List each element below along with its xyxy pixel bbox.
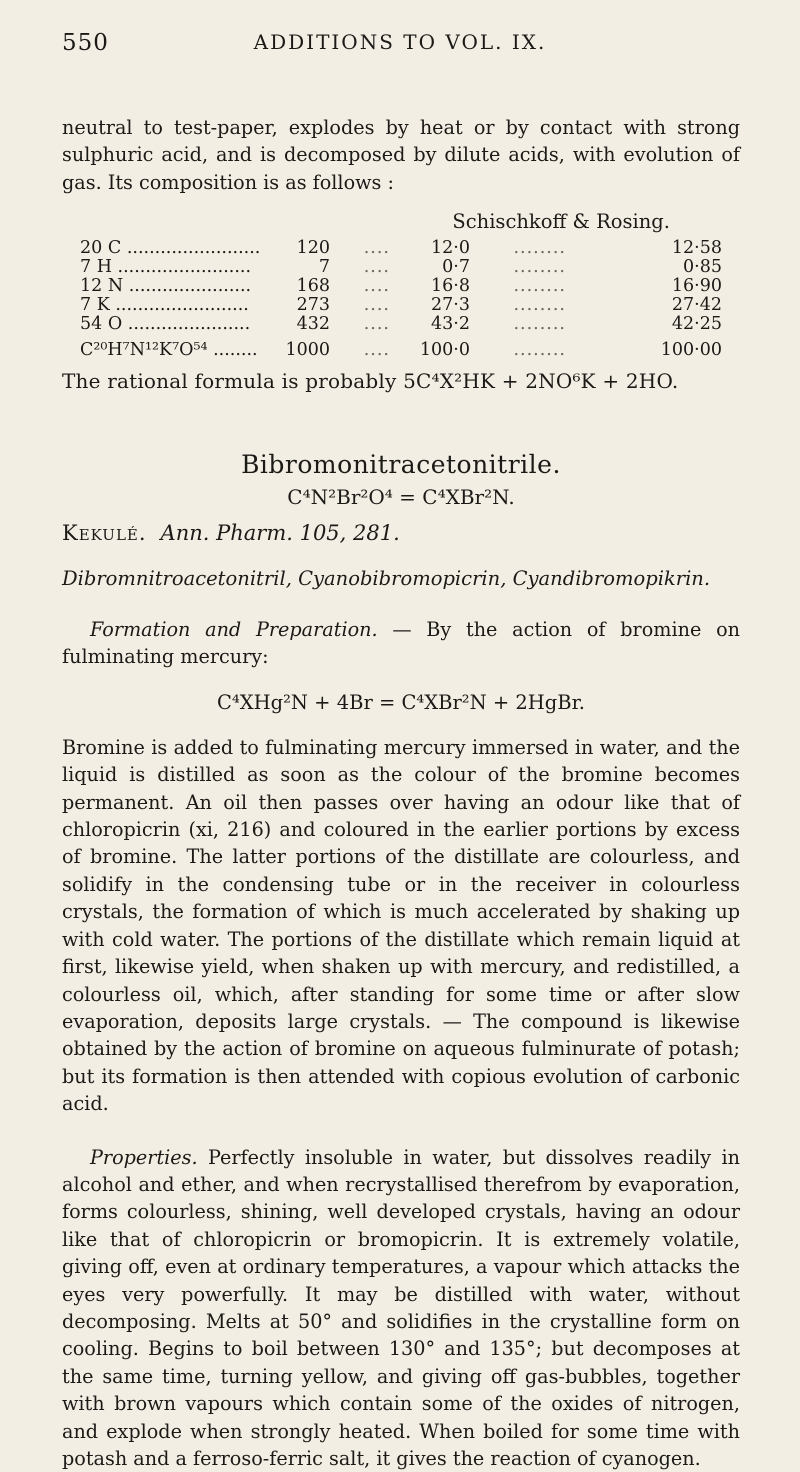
- table-row: [80, 315, 722, 334]
- reaction-equation: C⁴XHg²N + 4Br = C⁴XBr²N + 2HgBr.: [216, 690, 585, 714]
- reference-journal: Ann. Pharm. 105, 281.: [160, 520, 400, 545]
- reference-author: Kekulé.: [62, 520, 147, 545]
- row-dots: ....: [363, 257, 390, 278]
- running-head: [62, 30, 738, 60]
- row-element: 54 O ......................: [80, 314, 251, 335]
- properties-paragraph: Properties. Perfectly insoluble in water, but dissolves readily in alcohol and ether, and when recrystallised therefrom by evaporation, forms colourless, shining, well developed crystals, having an odour like that of chloropicrin or bromopicrin. It is extremely volatile, giving off, even at ordinary temperatures, a vapour which attacks the eyes very powerfully. It may be distilled with water, without decomposing. Melts at 50° and solidifies in the crystalline form on cooling. Begins to boil between 130° and 135°; but decomposes at the same time, turning yellow, and giving off gas-bubbles, together with brown vapours which contain some of the oxides of nitrogen, and explode when strongly heated. When boiled for some time with potash and a ferroso-ferric salt, it gives the reaction of cyanogen.: [62, 1145, 740, 1470]
- rational-formula: The rational formula is probably 5C⁴X²HK + 2NO⁶K + 2HO.: [62, 369, 679, 394]
- row-dots: ........: [513, 314, 566, 335]
- compound-formula: C⁴N²Br²O⁴ = C⁴XBr²N.: [287, 484, 515, 509]
- row-dots: ........: [513, 340, 566, 361]
- row-percent: 27·3: [431, 295, 470, 316]
- row-dots: ....: [363, 276, 390, 297]
- row-found: 12·58: [671, 238, 722, 259]
- row-dots: ........: [513, 276, 566, 297]
- row-element: 20 C ........................: [80, 238, 261, 259]
- row-percent: 16·8: [431, 276, 470, 297]
- row-value: 7: [318, 257, 330, 278]
- table-total-row: [80, 334, 722, 360]
- running-title: ADDITIONS TO VOL. IX.: [253, 30, 547, 54]
- page-content: [62, 114, 740, 1472]
- row-found: 42·25: [671, 314, 722, 335]
- composition-grid: [80, 239, 722, 360]
- row-percent: 0·7: [442, 257, 470, 278]
- properties-lead: Properties.: [90, 1145, 198, 1169]
- row-dots: ....: [363, 340, 390, 361]
- total-percent: 100·0: [419, 340, 470, 361]
- page-number: 550: [62, 30, 109, 56]
- row-dots: ........: [513, 238, 566, 259]
- row-dots: ........: [513, 295, 566, 316]
- row-dots: ....: [363, 295, 390, 316]
- table-row: [80, 239, 722, 258]
- literature-reference: [62, 521, 740, 545]
- row-value: 273: [296, 295, 330, 316]
- formation-lead: Formation and Preparation.: [90, 618, 378, 642]
- synonyms: Dibromnitroacetonitril, Cyanobibromopicrin, Cyandibromopikrin.: [62, 566, 711, 590]
- table-row: [80, 258, 722, 277]
- row-found: 16·90: [671, 276, 722, 297]
- row-value: 120: [296, 238, 330, 259]
- row-percent: 12·0: [431, 238, 470, 259]
- row-element: 12 N ......................: [80, 276, 252, 297]
- intro-paragraph: neutral to test-paper, explodes by heat or by contact with strong sulphuric acid, and is decomposed by dilute acids, with evolution of gas. Its composition is as follows :: [62, 116, 740, 194]
- row-value: 168: [296, 276, 330, 297]
- formation-paragraph: Bromine is added to fulminating mercury immersed in water, and the liquid is distilled as soon as the colour of the bromine becomes permanent. An oil then passes over having an odour like that of chloropicrin (xi, 216) and coloured in the earlier portions by excess of bromine. The latter portions of the distillate are colourless, and solidify in the condensing tube or in the receiver in colourless crystals, the formation of which is much accelerated by shaking up with cold water. The portions of the distillate which remain liquid at first, likewise yield, when shaken up with mercury, and redistilled, a colourless oil, which, after standing for some time or after slow evaporation, deposits large crystals. — The compound is likewise obtained by the action of bromine on aqueous fulminurate of potash; but its formation is then attended with copious evolution of carbonic acid.: [62, 735, 740, 1116]
- total-formula: C²⁰H⁷N¹²K⁷O⁵⁴ ........: [80, 340, 258, 361]
- compound-heading: Bibromonitracetonitrile.: [241, 449, 561, 479]
- formation-intro: Formation and Preparation. — By the action of bromine on fulminating mercury:: [62, 618, 740, 669]
- row-dots: ....: [363, 238, 390, 259]
- composition-table: [80, 210, 722, 360]
- row-element: 7 H ........................: [80, 257, 252, 278]
- row-element: 7 K ........................: [80, 295, 249, 316]
- row-dots: ....: [363, 314, 390, 335]
- row-found: 0·85: [683, 257, 722, 278]
- total-found: 100·00: [660, 340, 722, 361]
- row-found: 27·42: [671, 295, 722, 316]
- table-header: Schischkoff & Rosing.: [452, 210, 670, 234]
- row-percent: 43·2: [431, 314, 470, 335]
- row-value: 432: [296, 314, 330, 335]
- row-dots: ........: [513, 257, 566, 278]
- table-row: [80, 296, 722, 315]
- total-value: 1000: [285, 340, 330, 361]
- table-row: [80, 277, 722, 296]
